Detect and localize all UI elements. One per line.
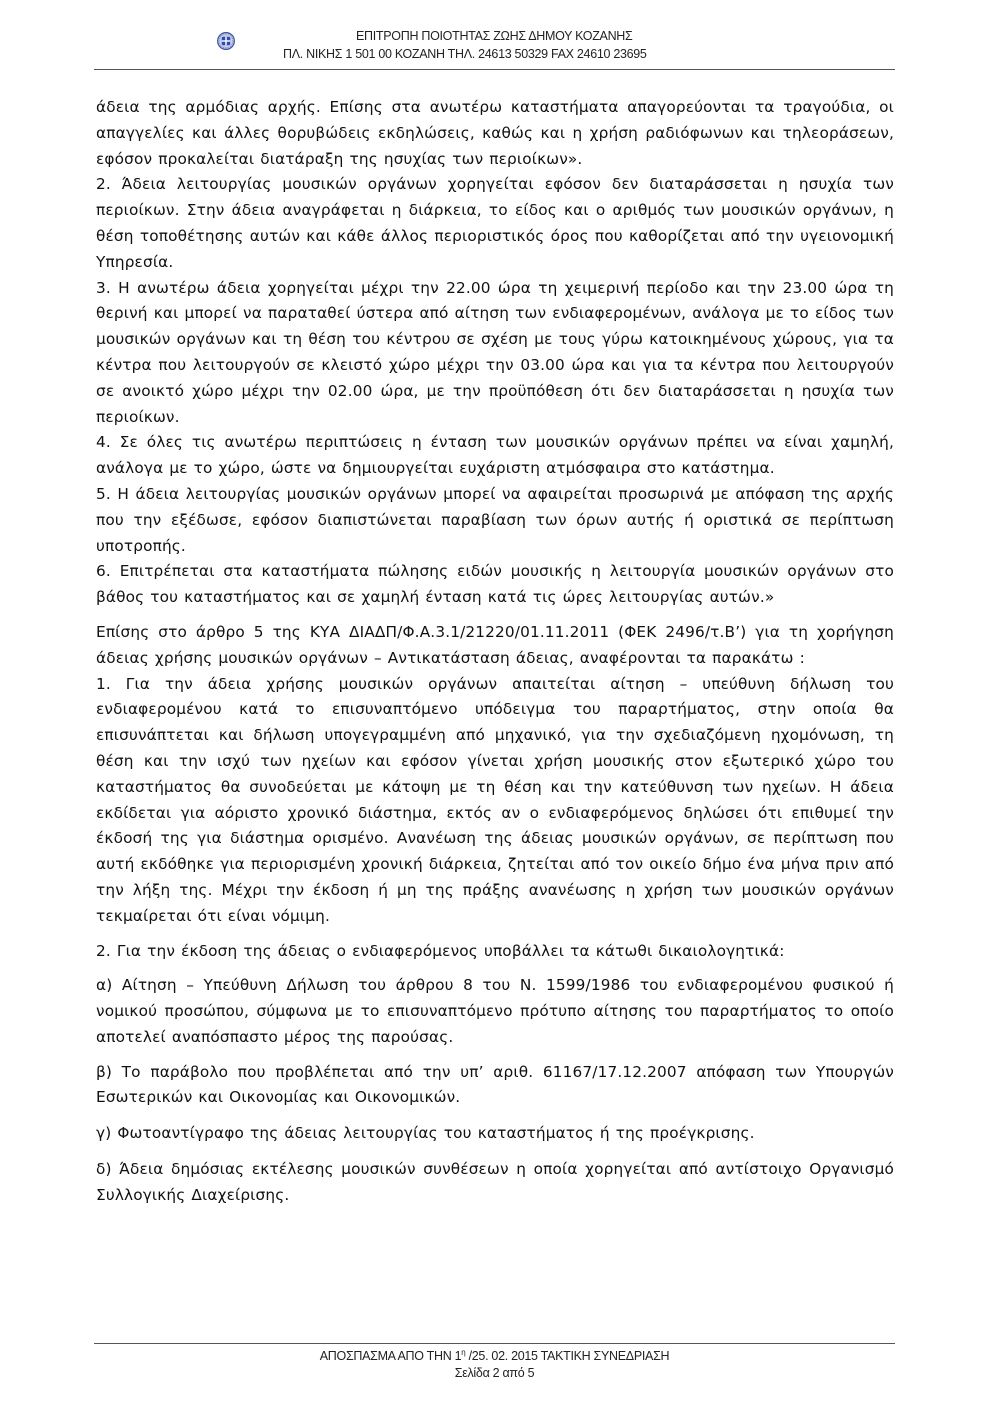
paragraph-item-5: 5. Η άδεια λειτουργίας μουσικών οργάνων μπορεί να αφαιρείται προσωρινά με απόφαση της αρχής που την εξέδωσε, εφόσον διαπιστώνεται παραβίαση των όρων αυτής ή οριστικά σε περίπτωση υποτροπής. [96,484,894,555]
paragraph-item-3: 3. Η ανωτέρω άδεια χορηγείται μέχρι την 22.00 ώρα τη χειμερινή περίοδο και την 23.00 ώρα τη θερινή και μπορεί να παραταθεί ύστερα από αίτηση των ενδιαφερομένων, ανάλογα με το είδος των μουσικών οργάνων και τη θέση του κέντρου σε σχέση με τους γύρω κατοικημένους χώρους, για τα κέντρα που λειτουργούν σε κλειστό χώρο μέχρι την 03.00 ώρα και για τα κέντρα που λειτουργούν σε ανοικτό χώρο μέχρι την 02.00 ώρα, με την προϋπόθεση ότι δεν διαταράσσεται η ησυχία των περιοίκων. [96,278,894,426]
header-organization-name: ΕΠΙΤΡΟΠΗ ΠΟΙΟΤΗΤΑΣ ΖΩΗΣ ΔΗΜΟΥ ΚΟΖΑΝΗΣ [356,29,633,43]
page-number: Σελίδα 2 από 5 [454,1366,535,1380]
footer-meeting-reference: ΑΠΟΣΠΑΣΜΑ ΑΠΟ ΤΗΝ $1^\eta$ /25. 02. 2015 ΤΑΚΤΙΚΗ ΣΥΝΕΔΡΙΑΣΗ [319,1348,670,1363]
paragraph-requirement-b: β) Το παράβολο που προβλέπεται από την υπ’ αριθ. 61167/17.12.2007 απόφαση των Υπουργών Εσωτερικών και Οικονομίας και Οικονομικών. [96,1062,894,1107]
paragraph-requirement-c: γ) Φωτοαντίγραφο της άδειας λειτουργίας του καταστήματος ή της προέγκρισης. [96,1124,755,1143]
header-contact-info: ΠΛ. ΝΙΚΗΣ 1 501 00 ΚΟΖΑΝΗ ΤΗΛ. 24613 50329 FAX 24610 23695 [283,47,647,61]
paragraph-kya-article-5: Επίσης στο άρθρο 5 της ΚΥΑ ΔΙΑΔΠ/Φ.Α.3.1/21220/01.11.2011 (ΦΕΚ 2496/τ.Β’) για τη χορήγηση άδειας χρήσης μουσικών οργάνων – Αντικατάσταση άδειας, αναφέρονται τα παρακάτω : [96,622,894,667]
page-footer [94,1343,895,1382]
document-body [96,95,894,1209]
page-header [94,26,895,70]
paragraph-item-2: 2. Άδεια λειτουργίας μουσικών οργάνων χορηγείται εφόσον δεν διαταράσσεται η ησυχία των περιοίκων. Στην άδεια αναγράφεται η διάρκεια, το είδος και ο αριθμός των μουσικών οργάνων, η θέση τοποθέτησης αυτών και κάθε άλλος περιοριστικός όρος που καθορίζεται από την υγειονομική Υπηρεσία. [96,175,894,271]
paragraph-requirement-a: α) Αίτηση – Υπεύθυνη Δήλωση του άρθρου 8 του Ν. 1599/1986 του ενδιαφερομένου φυσικού ή νομικού προσώπου, σύμφωνα με το επισυναπτόμενο πρότυπο αίτησης του παραρτήματος το οποίο αποτελεί αναπόσπαστο μέρος της παρούσας. [96,976,894,1046]
paragraph-requirement-d: δ) Άδεια δημόσιας εκτέλεσης μουσικών συνθέσεων η οποία χορηγείται από αντίστοιχο Οργανισμό Συλλογικής Διαχείρισης. [96,1160,894,1204]
paragraph-kya-item-1: 1. Για την άδεια χρήσης μουσικών οργάνων απαιτείται αίτηση – υπεύθυνη δήλωση του ενδιαφερομένου κατά το επισυναπτόμενο υπόδειγμα του παραρτήματος, στην οποία θα επισυνάπτεται και δήλωση υπογεγραμμένη από μηχανικό, για την σχεδιαζόμενη ηχομόνωση, τη θέση και την ισχύ των ηχείων και εφόσον γίνεται χρήση μουσικής στον εξωτερικό χώρο του καταστήματος θα συνοδεύεται με κάτοψη με τη θέση και την κατεύθυνση των ηχείων. Η άδεια εκδίδεται για αόριστο χρονικό διάστημα, εκτός αν ο ενδιαφερόμενος δηλώσει ότι επιθυμεί την έκδοσή της για διάστημα ορισμένο. Ανανέωση της άδειας μουσικών οργάνων, σε περίπτωση που αυτή εκδόθηκε για περιορισμένη χρονική διάρκεια, ζητείται από τον οικείο δήμο ένα μήνα πριν από την λήξη της. Μέχρι την έκδοση ή μη της πράξης ανανέωσης η χρήση των μουσικών οργάνων τεκμαίρεται ότι είναι νόμιμη. [96,674,894,925]
paragraph-kya-item-2: 2. Για την έκδοση της άδειας ο ενδιαφερόμενος υποβάλλει τα κάτωθι δικαιολογητικά: [96,941,785,960]
paragraph-item-6: 6. Επιτρέπεται στα καταστήματα πώλησης ειδών μουσικής η λειτουργία μουσικών οργάνων στο βάθος του καταστήματος και σε χαμηλή ένταση κατά τις ώρες λειτουργίας αυτών.» [96,562,894,607]
paragraph-intro-continuation: άδεια της αρμόδιας αρχής. Επίσης στα ανωτέρω καταστήματα απαγορεύονται τα τραγούδια, οι απαγγελίες και άλλες θορυβώδεις εκδηλώσεις, καθώς και η χρήση ραδιόφωνων και τηλεοράσεων, εφόσον προκαλείται διατάραξη της ησυχίας των περιοίκων». [96,98,894,168]
paragraph-item-4: 4. Σε όλες τις ανωτέρω περιπτώσεις η ένταση των μουσικών οργάνων πρέπει να είναι χαμηλή, ανάλογα με το χώρο, ώστε να δημιουργείται ευχάριστη ατμόσφαιρα στο κατάστημα. [96,433,894,478]
